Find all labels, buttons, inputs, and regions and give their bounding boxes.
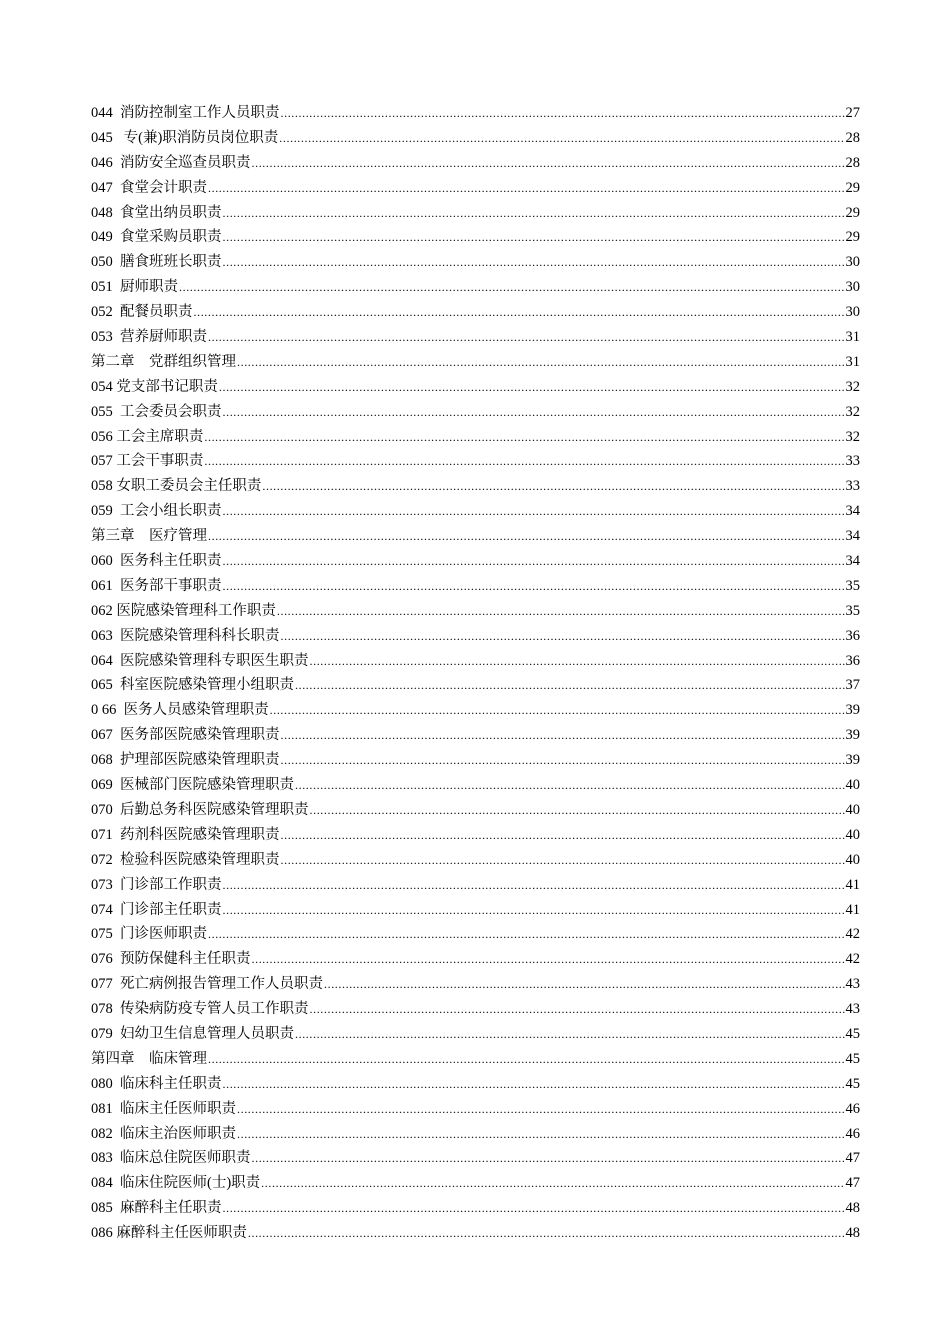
toc-entry-title: 053 营养厨师职责 xyxy=(91,329,207,346)
toc-entry[interactable] xyxy=(91,325,860,350)
dot-leader xyxy=(223,1072,845,1097)
toc-entry-title: 062 医院感染管理科工作职责 xyxy=(91,602,276,619)
dot-leader xyxy=(208,922,845,947)
toc-page-number: 28 xyxy=(845,129,860,146)
toc-page-number: 42 xyxy=(845,926,860,943)
toc-entry[interactable] xyxy=(91,848,860,873)
toc-entry[interactable] xyxy=(91,972,860,997)
toc-entry-title: 061 医务部干事职责 xyxy=(91,577,222,594)
dot-leader xyxy=(208,524,845,549)
toc-page-number: 34 xyxy=(845,553,860,570)
toc-entry[interactable] xyxy=(91,922,860,947)
toc-entry[interactable] xyxy=(91,1097,860,1122)
toc-entry-title: 0 66 医务人员感染管理职责 xyxy=(91,702,269,719)
toc-entry[interactable] xyxy=(91,673,860,698)
toc-entry[interactable] xyxy=(91,151,860,176)
toc-entry-title: 071 药剂科医院感染管理职责 xyxy=(91,826,280,843)
dot-leader xyxy=(223,873,845,898)
toc-page-number: 27 xyxy=(845,105,860,121)
dot-leader xyxy=(208,1047,845,1072)
table-of-contents xyxy=(91,101,860,1246)
toc-entry[interactable] xyxy=(91,1022,860,1047)
toc-entry[interactable] xyxy=(91,101,860,126)
toc-entry[interactable] xyxy=(91,549,860,574)
dot-leader xyxy=(281,848,845,873)
toc-entry-title: 059 工会小组长职责 xyxy=(91,503,222,520)
dot-leader xyxy=(194,300,845,325)
toc-entry-title: 067 医务部医院感染管理职责 xyxy=(91,727,280,744)
dot-leader xyxy=(324,972,845,997)
toc-entry[interactable] xyxy=(91,723,860,748)
toc-page-number: 35 xyxy=(845,602,860,619)
toc-entry-title: 083 临床总住院医师职责 xyxy=(91,1150,251,1167)
toc-entry[interactable] xyxy=(91,823,860,848)
toc-entry[interactable] xyxy=(91,624,860,649)
toc-page-number: 47 xyxy=(845,1150,860,1167)
toc-entry[interactable] xyxy=(91,499,860,524)
dot-leader xyxy=(223,201,845,226)
toc-entry[interactable] xyxy=(91,176,860,201)
toc-entry-title: 065 科室医院感染管理小组职责 xyxy=(91,677,294,694)
toc-entry-title: 051 厨师职责 xyxy=(91,279,178,296)
toc-entry[interactable] xyxy=(91,1047,860,1072)
toc-entry[interactable] xyxy=(91,698,860,723)
toc-page-number: 30 xyxy=(845,279,860,296)
toc-page-number: 45 xyxy=(845,1025,860,1042)
toc-page-number: 46 xyxy=(845,1125,860,1142)
toc-entry[interactable] xyxy=(91,449,860,474)
toc-entry[interactable] xyxy=(91,649,860,674)
toc-entry-title: 050 膳食班班长职责 xyxy=(91,254,222,271)
toc-page-number: 45 xyxy=(845,1050,860,1067)
dot-leader xyxy=(223,499,845,524)
toc-entry[interactable] xyxy=(91,947,860,972)
toc-entry-title: 046 消防安全巡查员职责 xyxy=(91,154,251,171)
toc-page-number: 41 xyxy=(845,876,860,893)
dot-leader xyxy=(310,997,845,1022)
toc-entry[interactable] xyxy=(91,1072,860,1097)
toc-entry[interactable] xyxy=(91,425,860,450)
toc-page-number: 32 xyxy=(845,403,860,420)
toc-entry[interactable] xyxy=(91,375,860,400)
dot-leader xyxy=(208,325,845,350)
toc-entry[interactable] xyxy=(91,997,860,1022)
toc-entry-title: 045 专(兼)职消防员岗位职责 xyxy=(91,129,279,146)
dot-leader xyxy=(204,449,844,474)
toc-entry-title: 047 食堂会计职责 xyxy=(91,179,207,196)
toc-entry-title: 052 配餐员职责 xyxy=(91,304,193,321)
toc-page-number: 40 xyxy=(845,826,860,843)
dot-leader xyxy=(277,599,845,624)
toc-entry-title: 068 护理部医院感染管理职责 xyxy=(91,752,280,769)
toc-entry-title: 044 消防控制室工作人员职责 xyxy=(91,105,280,121)
dot-leader xyxy=(252,1146,845,1171)
dot-leader xyxy=(270,698,845,723)
toc-entry[interactable] xyxy=(91,1122,860,1147)
toc-entry[interactable] xyxy=(91,798,860,823)
toc-entry-title: 第二章 党群组织管理 xyxy=(91,353,236,370)
toc-entry-title: 058 女职工委员会主任职责 xyxy=(91,478,262,495)
toc-entry[interactable] xyxy=(91,524,860,549)
dot-leader xyxy=(248,1221,845,1246)
toc-page-number: 48 xyxy=(845,1200,860,1217)
toc-entry[interactable] xyxy=(91,1221,860,1246)
toc-page-number: 31 xyxy=(845,329,860,346)
toc-entry-title: 056 工会主席职责 xyxy=(91,428,204,445)
toc-entry-title: 084 临床住院医师(士)职责 xyxy=(91,1175,261,1192)
toc-page-number: 43 xyxy=(845,1001,860,1018)
dot-leader xyxy=(223,549,845,574)
dot-leader xyxy=(223,1196,845,1221)
toc-entry-title: 082 临床主治医师职责 xyxy=(91,1125,236,1142)
toc-entry-title: 086 麻醉科主任医师职责 xyxy=(91,1225,247,1242)
dot-leader xyxy=(237,1122,845,1147)
toc-page-number: 33 xyxy=(845,453,860,470)
toc-page-number: 33 xyxy=(845,478,860,495)
toc-page-number: 30 xyxy=(845,304,860,321)
toc-page-number: 36 xyxy=(845,652,860,669)
toc-entry[interactable] xyxy=(91,275,860,300)
toc-page-number: 39 xyxy=(845,752,860,769)
toc-page-number: 40 xyxy=(845,801,860,818)
toc-entry[interactable] xyxy=(91,300,860,325)
toc-entry[interactable] xyxy=(91,350,860,375)
toc-entry-title: 075 门诊医师职责 xyxy=(91,926,207,943)
toc-entry-title: 085 麻醉科主任职责 xyxy=(91,1200,222,1217)
toc-entry-title: 063 医院感染管理科科长职责 xyxy=(91,627,280,644)
toc-page-number: 39 xyxy=(845,702,860,719)
dot-leader xyxy=(208,176,845,201)
toc-entry-title: 060 医务科主任职责 xyxy=(91,553,222,570)
toc-entry[interactable] xyxy=(91,773,860,798)
dot-leader xyxy=(310,649,845,674)
toc-page-number: 32 xyxy=(845,428,860,445)
toc-entry[interactable] xyxy=(91,574,860,599)
toc-entry[interactable] xyxy=(91,1171,860,1196)
dot-leader xyxy=(223,225,845,250)
toc-entry[interactable] xyxy=(91,1146,860,1171)
dot-leader xyxy=(252,947,845,972)
dot-leader xyxy=(204,425,844,450)
dot-leader xyxy=(223,898,845,923)
toc-entry[interactable] xyxy=(91,474,860,499)
toc-page-number: 37 xyxy=(845,677,860,694)
toc-entry-title: 054 党支部书记职责 xyxy=(91,378,218,395)
toc-entry-title: 081 临床主任医师职责 xyxy=(91,1100,236,1117)
dot-leader xyxy=(262,474,844,499)
toc-entry[interactable] xyxy=(91,599,860,624)
toc-page-number: 34 xyxy=(845,528,860,545)
dot-leader xyxy=(281,624,845,649)
toc-page-number: 42 xyxy=(845,951,860,968)
toc-entry-title: 048 食堂出纳员职责 xyxy=(91,204,222,221)
dot-leader xyxy=(223,574,845,599)
toc-page-number: 48 xyxy=(845,1225,860,1242)
toc-entry[interactable] xyxy=(91,250,860,275)
dot-leader xyxy=(281,748,845,773)
dot-leader xyxy=(295,773,845,798)
toc-entry-title: 079 妇幼卫生信息管理人员职责 xyxy=(91,1025,294,1042)
toc-entry-title: 055 工会委员会职责 xyxy=(91,403,222,420)
toc-entry[interactable] xyxy=(91,225,860,250)
toc-entry[interactable] xyxy=(91,748,860,773)
toc-entry-title: 080 临床科主任职责 xyxy=(91,1075,222,1092)
dot-leader xyxy=(295,673,845,698)
toc-page-number: 45 xyxy=(845,1075,860,1092)
toc-entry-title: 069 医械部门医院感染管理职责 xyxy=(91,777,294,794)
toc-page-number: 34 xyxy=(845,503,860,520)
toc-entry[interactable] xyxy=(91,400,860,425)
toc-entry-title: 057 工会干事职责 xyxy=(91,453,204,470)
toc-page-number: 40 xyxy=(845,777,860,794)
toc-entry-title: 049 食堂采购员职责 xyxy=(91,229,222,246)
dot-leader xyxy=(281,823,845,848)
toc-page-number: 35 xyxy=(845,577,860,594)
toc-page-number: 41 xyxy=(845,901,860,918)
dot-leader xyxy=(223,250,845,275)
dot-leader xyxy=(252,151,845,176)
toc-entry-title: 070 后勤总务科医院感染管理职责 xyxy=(91,801,309,818)
toc-entry[interactable] xyxy=(91,126,860,151)
toc-entry-title: 076 预防保健科主任职责 xyxy=(91,951,251,968)
toc-page-number: 39 xyxy=(845,727,860,744)
toc-entry-title: 064 医院感染管理科专职医生职责 xyxy=(91,652,309,669)
dot-leader xyxy=(223,400,845,425)
toc-entry-title: 第三章 医疗管理 xyxy=(91,528,207,545)
dot-leader xyxy=(261,1171,844,1196)
dot-leader xyxy=(237,350,845,375)
toc-page-number: 32 xyxy=(845,378,860,395)
toc-entry-title: 077 死亡病例报告管理工作人员职责 xyxy=(91,976,323,993)
dot-leader xyxy=(310,798,845,823)
dot-leader xyxy=(179,275,845,300)
toc-entry-title: 072 检验科医院感染管理职责 xyxy=(91,851,280,868)
toc-entry-title: 078 传染病防疫专管人员工作职责 xyxy=(91,1001,309,1018)
dot-leader xyxy=(281,101,845,126)
toc-page-number: 36 xyxy=(845,627,860,644)
toc-page-number: 46 xyxy=(845,1100,860,1117)
toc-entry-title: 073 门诊部工作职责 xyxy=(91,876,222,893)
toc-entry[interactable] xyxy=(91,873,860,898)
toc-entry[interactable] xyxy=(91,898,860,923)
toc-entry[interactable] xyxy=(91,201,860,226)
toc-entry[interactable] xyxy=(91,1196,860,1221)
toc-page-number: 40 xyxy=(845,851,860,868)
toc-page-number: 31 xyxy=(845,353,860,370)
toc-entry-title: 第四章 临床管理 xyxy=(91,1050,207,1067)
dot-leader xyxy=(237,1097,845,1122)
toc-page-number: 43 xyxy=(845,976,860,993)
dot-leader xyxy=(219,375,845,400)
toc-page-number: 30 xyxy=(845,254,860,271)
dot-leader xyxy=(281,723,845,748)
toc-page-number: 28 xyxy=(845,154,860,171)
toc-entry-title: 074 门诊部主任职责 xyxy=(91,901,222,918)
dot-leader xyxy=(279,126,844,151)
dot-leader xyxy=(295,1022,845,1047)
toc-page-number: 29 xyxy=(845,204,860,221)
toc-page-number: 29 xyxy=(845,179,860,196)
toc-page-number: 47 xyxy=(845,1175,860,1192)
toc-page-number: 29 xyxy=(845,229,860,246)
